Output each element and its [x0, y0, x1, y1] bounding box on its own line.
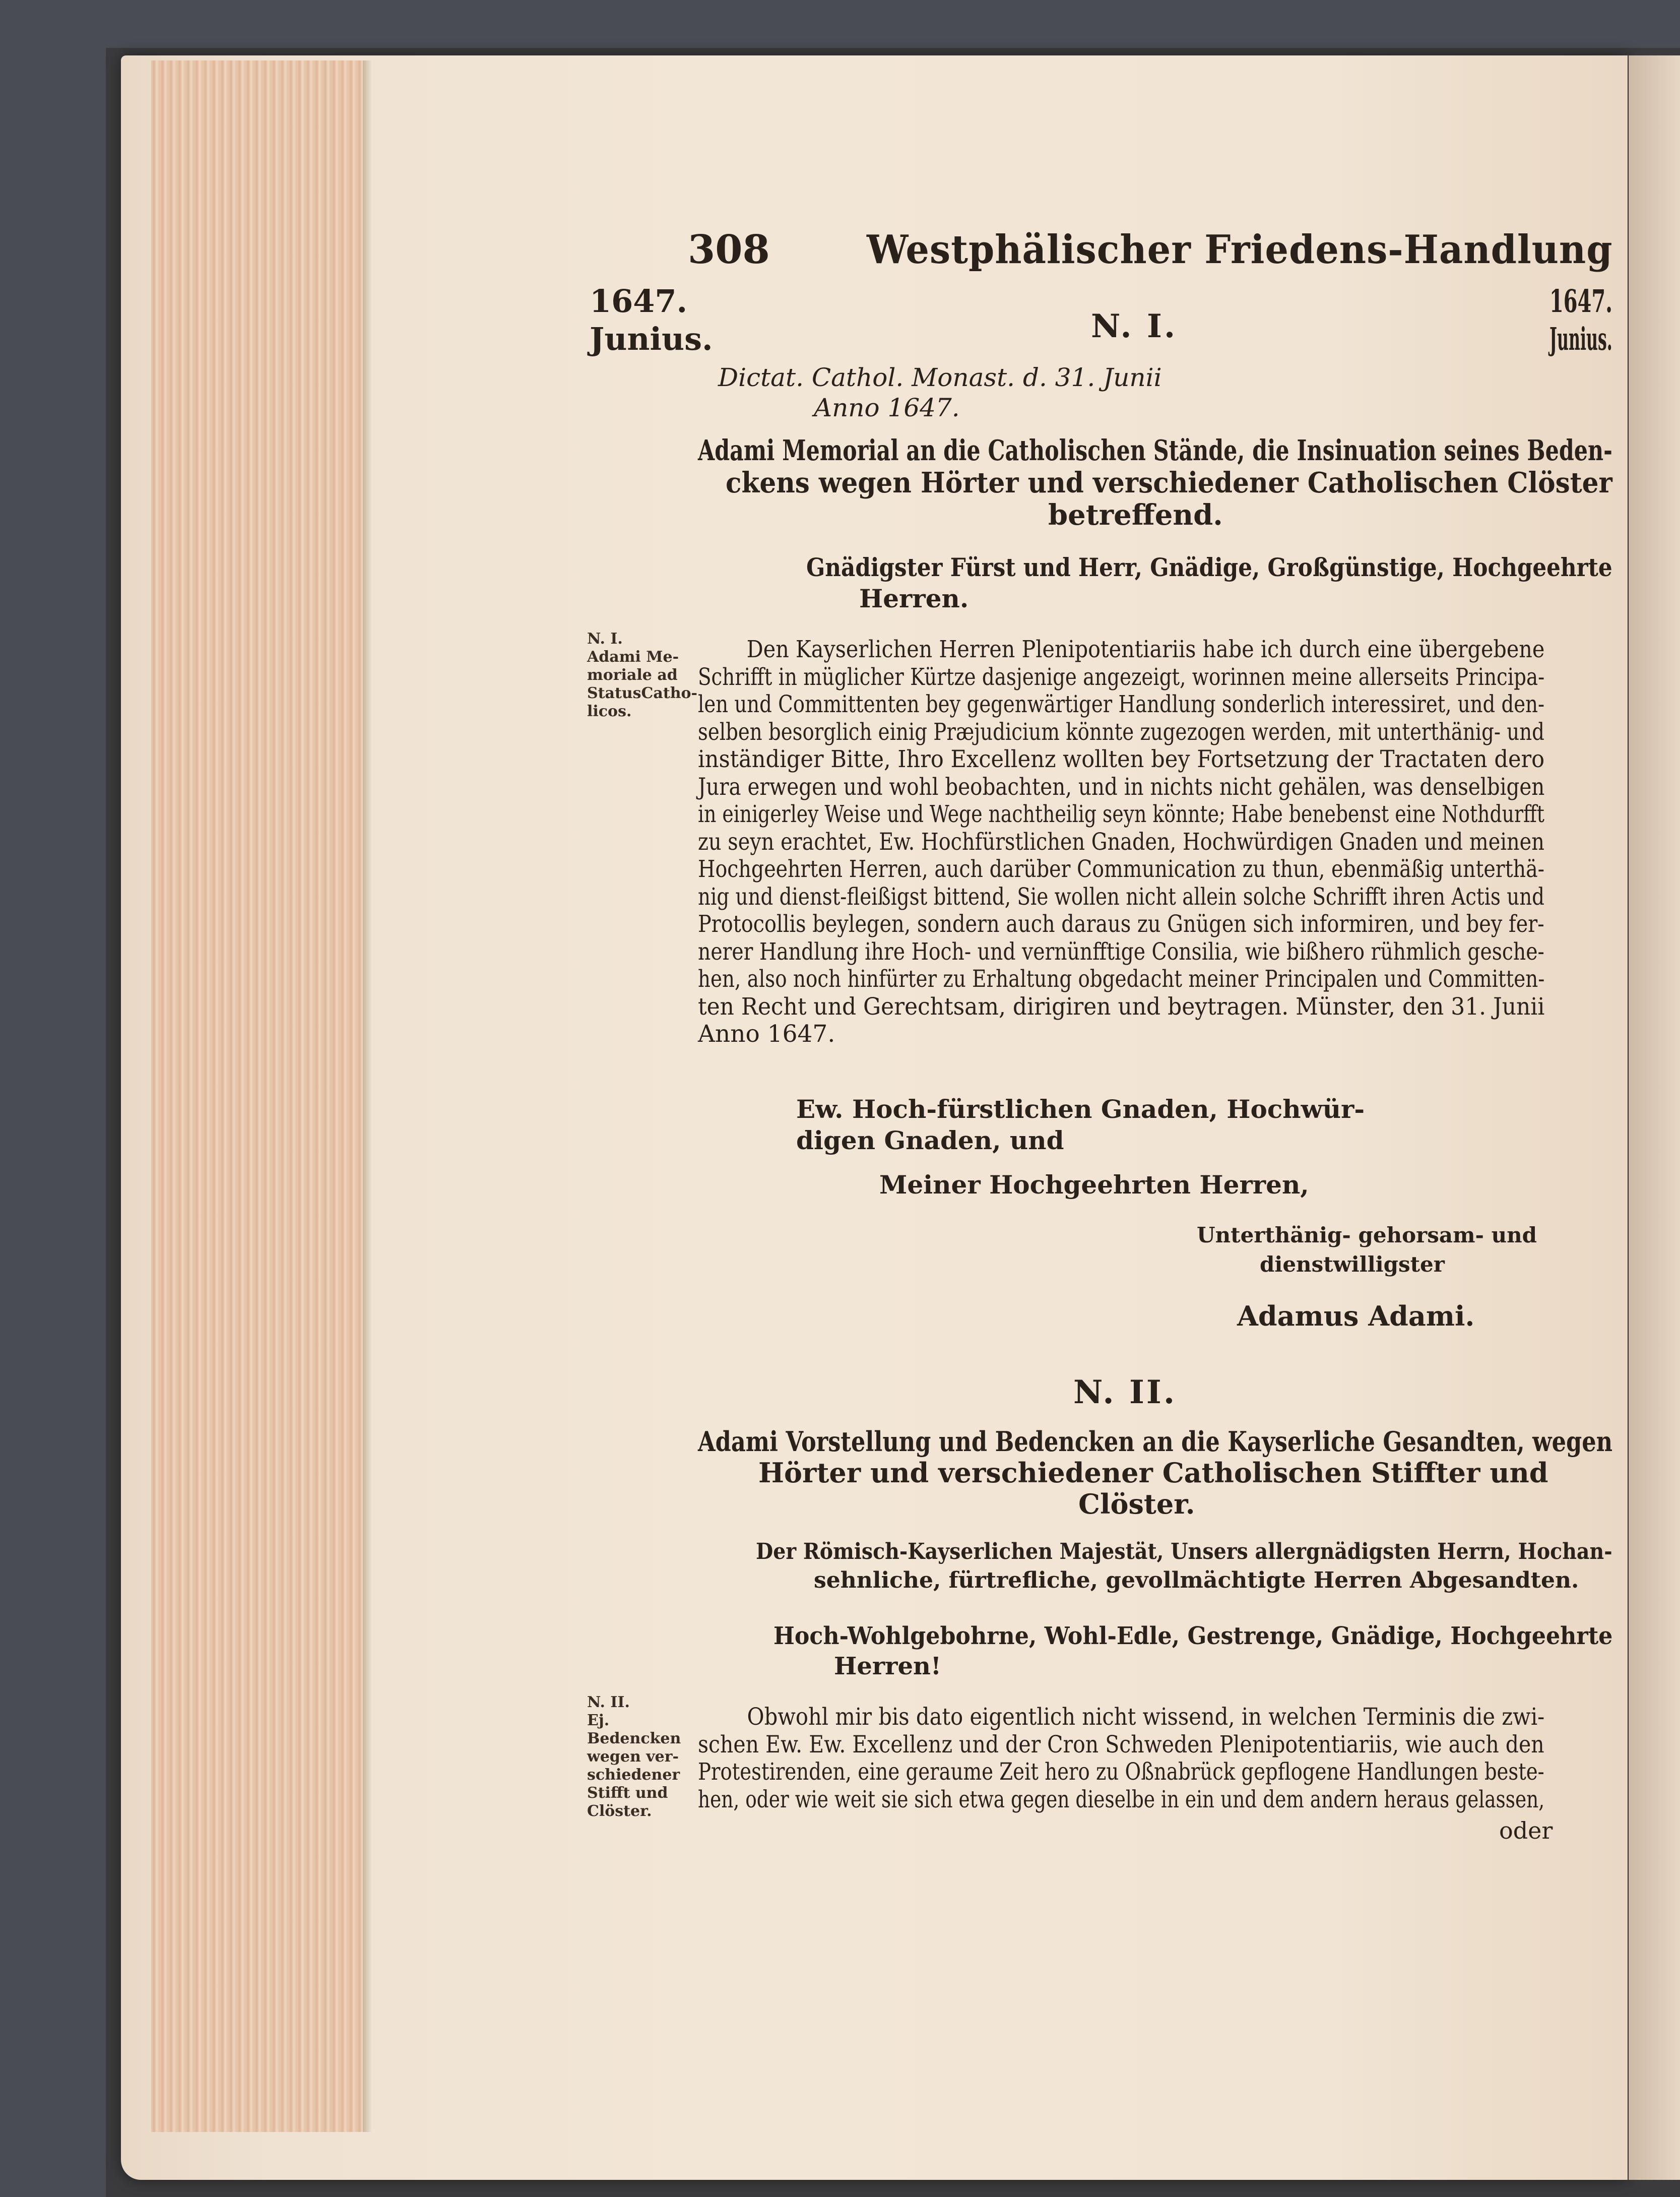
- body-line: ten Recht und Gerechtsam, dirigiren und beytragen. Münster, den 31. Junii: [698, 992, 1545, 1021]
- margin-note-line: schiedener: [587, 1766, 680, 1784]
- body-line: nig und dienst-fleißigst bittend, Sie wollen nicht allein solche Schrifft ihren Actis und: [698, 883, 1545, 911]
- section-title-line: ckens wegen Hörter und verschiedener Catholischen Clöster: [726, 466, 1612, 499]
- section-body: [698, 636, 1544, 1048]
- body-line: selben besorglich einig Præjudicium könnte zugezogen werden, mit unterthänig- und: [698, 718, 1544, 746]
- body-line: Protocollis beylegen, sondern auch daraus zu Gnügen sich informiren, und bey fer-: [698, 910, 1544, 938]
- margin-note-line: N. II.: [587, 1693, 630, 1711]
- body-line: Obwohl mir bis dato eigentlich nicht wissend, in welchen Terminis die zwi-: [747, 1703, 1545, 1731]
- section-title-line: Hörter und verschiedener Catholischen Stiffter und: [758, 1457, 1548, 1489]
- section-body: [698, 1704, 1544, 1813]
- body-line: Den Kayserlichen Herren Plenipotentiariis habe ich durch eine übergebene: [746, 636, 1545, 663]
- margin-note-line: Stifft und: [587, 1784, 668, 1802]
- margin-note-line: N. I.: [587, 630, 623, 648]
- address-line: sehnliche, fürtrefliche, gevollmächtigte Herren Abgesandten.: [814, 1567, 1579, 1593]
- page-number: 308: [688, 227, 770, 273]
- section-title-line: Adami Vorstellung und Bedencken an die Kayserliche Gesandten, wegen: [698, 1425, 1613, 1458]
- margin-note-line: Clöster.: [587, 1802, 652, 1820]
- body-line: schen Ew. Ew. Excellenz und der Cron Schweden Plenipotentiariis, wie auch den: [698, 1730, 1544, 1759]
- margin-note-line: Adami Me-: [587, 648, 679, 666]
- page-edges: [151, 60, 363, 2132]
- margin-note-line: wegen ver-: [587, 1748, 679, 1766]
- facing-page-edge: [1629, 55, 1680, 2180]
- dictat-line: Dictat. Cathol. Monast. d. 31. Junii: [718, 363, 1162, 392]
- margin-note: [587, 1693, 703, 1821]
- margin-note: [587, 630, 697, 721]
- right-margin-month: Junius.: [1549, 321, 1612, 357]
- margin-note-line: Ej. Bedencken: [587, 1712, 681, 1747]
- catchword: oder: [1499, 1817, 1553, 1844]
- body-line: zu seyn erachtet, Ew. Hochfürstlichen Gnaden, Hochwürdigen Gnaden und meinen: [698, 828, 1544, 856]
- section-title-line: Clöster.: [1078, 1488, 1195, 1520]
- right-margin-year: 1647.: [1549, 283, 1613, 320]
- body-line: Anno 1647.: [698, 1020, 835, 1048]
- salutation-line: Herren!: [834, 1652, 941, 1680]
- salutation-line: Hoch-Wohlgebohrne, Wohl-Edle, Gestrenge, Gnädige, Hochgeehrte: [773, 1622, 1613, 1650]
- section-title-line: Adami Memorial an die Catholischen Stände, die Insinuation seines Beden-: [698, 434, 1612, 467]
- body-line: len und Committenten bey gegenwärtiger Handlung sonderlich interessiret, und den-: [698, 691, 1545, 718]
- margin-note-line: StatusCatho-: [587, 684, 697, 702]
- closing-line: Meiner Hochgeehrten Herren,: [879, 1170, 1309, 1200]
- subscription-line: dienstwilligster: [1260, 1252, 1445, 1277]
- salutation-line: Herren.: [859, 584, 969, 613]
- section-number: N. I.: [1091, 307, 1178, 345]
- margin-note-line: licos.: [587, 703, 632, 720]
- signature: Adamus Adami.: [1237, 1300, 1475, 1332]
- running-title: Westphälischer Friedens-Handlung: [867, 227, 1613, 273]
- body-line: Jura erwegen und wohl beobachten, und in nichts nicht gehälen, was denselbigen: [698, 773, 1545, 801]
- body-line: in einigerley Weise und Wege nachtheilig seyn könnte; Habe benebenst eine Nothdurfft: [698, 800, 1544, 828]
- section-title-line: betreffend.: [1048, 498, 1223, 532]
- section-number: N. II.: [1073, 1373, 1177, 1411]
- body-line: Hochgeehrten Herren, auch darüber Communication zu thun, ebenmäßig unterthä-: [698, 855, 1544, 883]
- address-line: Der Römisch-Kayserlichen Majestät, Unsers allergnädigsten Herrn, Hochan-: [756, 1539, 1612, 1564]
- subscription-line: Unterthänig- gehorsam- und: [1197, 1223, 1537, 1247]
- margin-year: 1647.: [590, 283, 688, 320]
- closing-line: digen Gnaden, und: [796, 1125, 1064, 1155]
- body-line: hen, oder wie weit sie sich etwa gegen dieselbe in ein und dem andern heraus gelassen,: [698, 1785, 1545, 1813]
- margin-month: Junius.: [590, 321, 713, 357]
- body-line: Protestirenden, eine geraume Zeit hero zu Oßnabrück gepflogene Handlungen beste-: [698, 1758, 1544, 1786]
- body-line: hen, also noch hinfürter zu Erhaltung obgedacht meiner Principalen und Committen-: [698, 965, 1545, 993]
- closing-line: Ew. Hoch-fürstlichen Gnaden, Hochwür-: [796, 1094, 1365, 1124]
- body-line: Schrifft in müglicher Kürtze dasjenige angezeigt, worinnen meine allerseits Principa-: [698, 663, 1545, 691]
- dictat-line: Anno 1647.: [814, 393, 960, 422]
- margin-note-line: moriale ad: [587, 666, 678, 684]
- body-line: nerer Handlung ihre Hoch- und vernünfftige Consilia, wie bißhero rühmlich gesche-: [698, 937, 1544, 966]
- salutation-line: Gnädigster Fürst und Herr, Gnädige, Großgünstige, Hochgeehrte: [806, 552, 1612, 582]
- body-line: inständiger Bitte, Ihro Excellenz wollten bey Fortsetzung der Tractaten dero: [698, 745, 1545, 773]
